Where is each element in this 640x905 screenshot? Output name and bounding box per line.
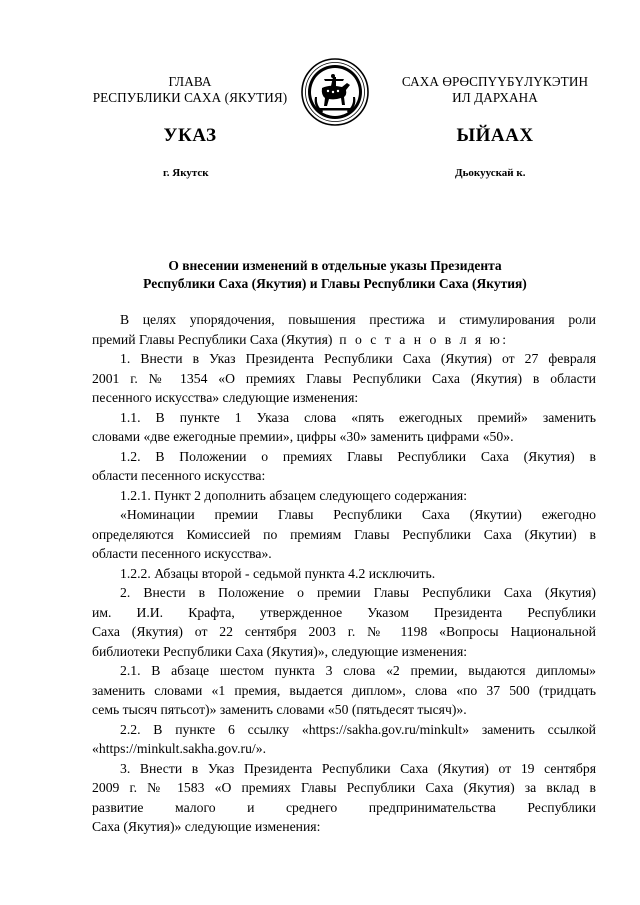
body-line: 1. Внести в Указ Президента Республики Саха (Якутия) от 27 февраля [120, 351, 596, 366]
doc-type-sakha: ЫЙААХ [456, 125, 534, 146]
body-line [92, 330, 596, 350]
body-line-part: премий Главы Республики Саха (Якутия) [92, 331, 333, 347]
body-line: «Номинации премии Главы Республики Саха (Якутии) ежегодно [120, 507, 596, 522]
body-line: песенного искусства» следующие изменения: [92, 390, 359, 405]
issuer-ru-line-2: РЕСПУБЛИКИ САХА (ЯКУТИЯ) [92, 90, 288, 105]
body-line: 1.1. В пункте 1 Указа слова «пять ежегодных премий» заменить [120, 409, 596, 425]
decree-title [90, 257, 580, 293]
issuer-sakha [385, 74, 605, 106]
body-line: словами «две ежегодные премии», цифры «30» заменить цифрами «50». [92, 429, 514, 444]
body-line: «https://minkult.sakha.gov.ru/». [92, 741, 267, 756]
decree-body [92, 310, 596, 837]
body-line: 2001 г. № 1354 «О премиях Главы Республики Саха (Якутия) в области [92, 370, 596, 386]
body-line: им. И.И. Крафта, утвержденное Указом Президента Республики [92, 604, 596, 620]
body-line: Саха (Якутия) от 22 сентября 2003 г. № 1198 «Вопросы Национальной [92, 624, 596, 639]
body-line: заменить словами «1 премия, выдается диплом», слова «по 37 500 (тридцать [92, 682, 596, 698]
body-line: области песенного искусства». [92, 546, 272, 561]
body-line: 2.1. В абзаце шестом пункта 3 слова «2 премии, выдаются дипломы» [120, 663, 596, 678]
body-line: библиотеки Республики Саха (Якутия)», следующие изменения: [92, 643, 468, 659]
body-line: семь тысяч пятьсот)» заменить словами «50 (пятьдесят тысяч)». [92, 702, 467, 717]
coat-of-arms-icon [300, 57, 370, 127]
body-line: 1.2.1. Пункт 2 дополнить абзацем следующего содержания: [120, 487, 468, 503]
doc-type-ru: УКАЗ [163, 125, 217, 146]
body-line: Саха (Якутия)» следующие изменения: [92, 819, 321, 834]
body-line: 2009 г. № 1583 «О премиях Главы Республики Саха (Якутия) за вклад в [92, 780, 596, 795]
body-line: 3. Внести в Указ Президента Республики Саха (Якутия) от 19 сентября [120, 760, 596, 776]
title-line-2: Республики Саха (Якутия) и Главы Республики Саха (Якутия) [143, 276, 527, 291]
body-line: развитие малого и среднего предпринимательства Республики [92, 799, 596, 815]
body-line: 2.2. В пункте 6 ссылку «https://sakha.gov.ru/minkult» заменить ссылкой [120, 721, 596, 737]
issuer-ru-line-1: ГЛАВА [168, 74, 212, 89]
issuer-ru [80, 74, 300, 106]
body-line: 2. Внести в Положение о премии Главы Республики Саха (Якутия) [120, 585, 596, 600]
body-line: определяются Комиссией по премиям Главы Республики Саха (Якутии) в [92, 526, 596, 542]
body-line: 1.2. В Положении о премиях Главы Республики Саха (Якутия) в [120, 448, 596, 464]
issuer-sakha-line-1: САХА ӨРӨСПҮҮБҮЛҮКЭТИН [401, 74, 589, 89]
title-line-1: О внесении изменений в отдельные указы Президента [168, 258, 502, 273]
body-line: 1.2.2. Абзацы второй - седьмой пункта 4.2 исключить. [120, 565, 436, 581]
place-sakha: Дьокуускай к. [455, 167, 526, 179]
body-line-part: п о с т а н о в л я ю: [339, 331, 509, 347]
issuer-sakha-line-2: ИЛ ДАРХАНА [452, 90, 538, 105]
body-line: В целях упорядочения, повышения престижа и стимулирования роли [120, 312, 596, 327]
place-ru: г. Якутск [163, 167, 209, 179]
body-line: области песенного искусства: [92, 468, 266, 483]
